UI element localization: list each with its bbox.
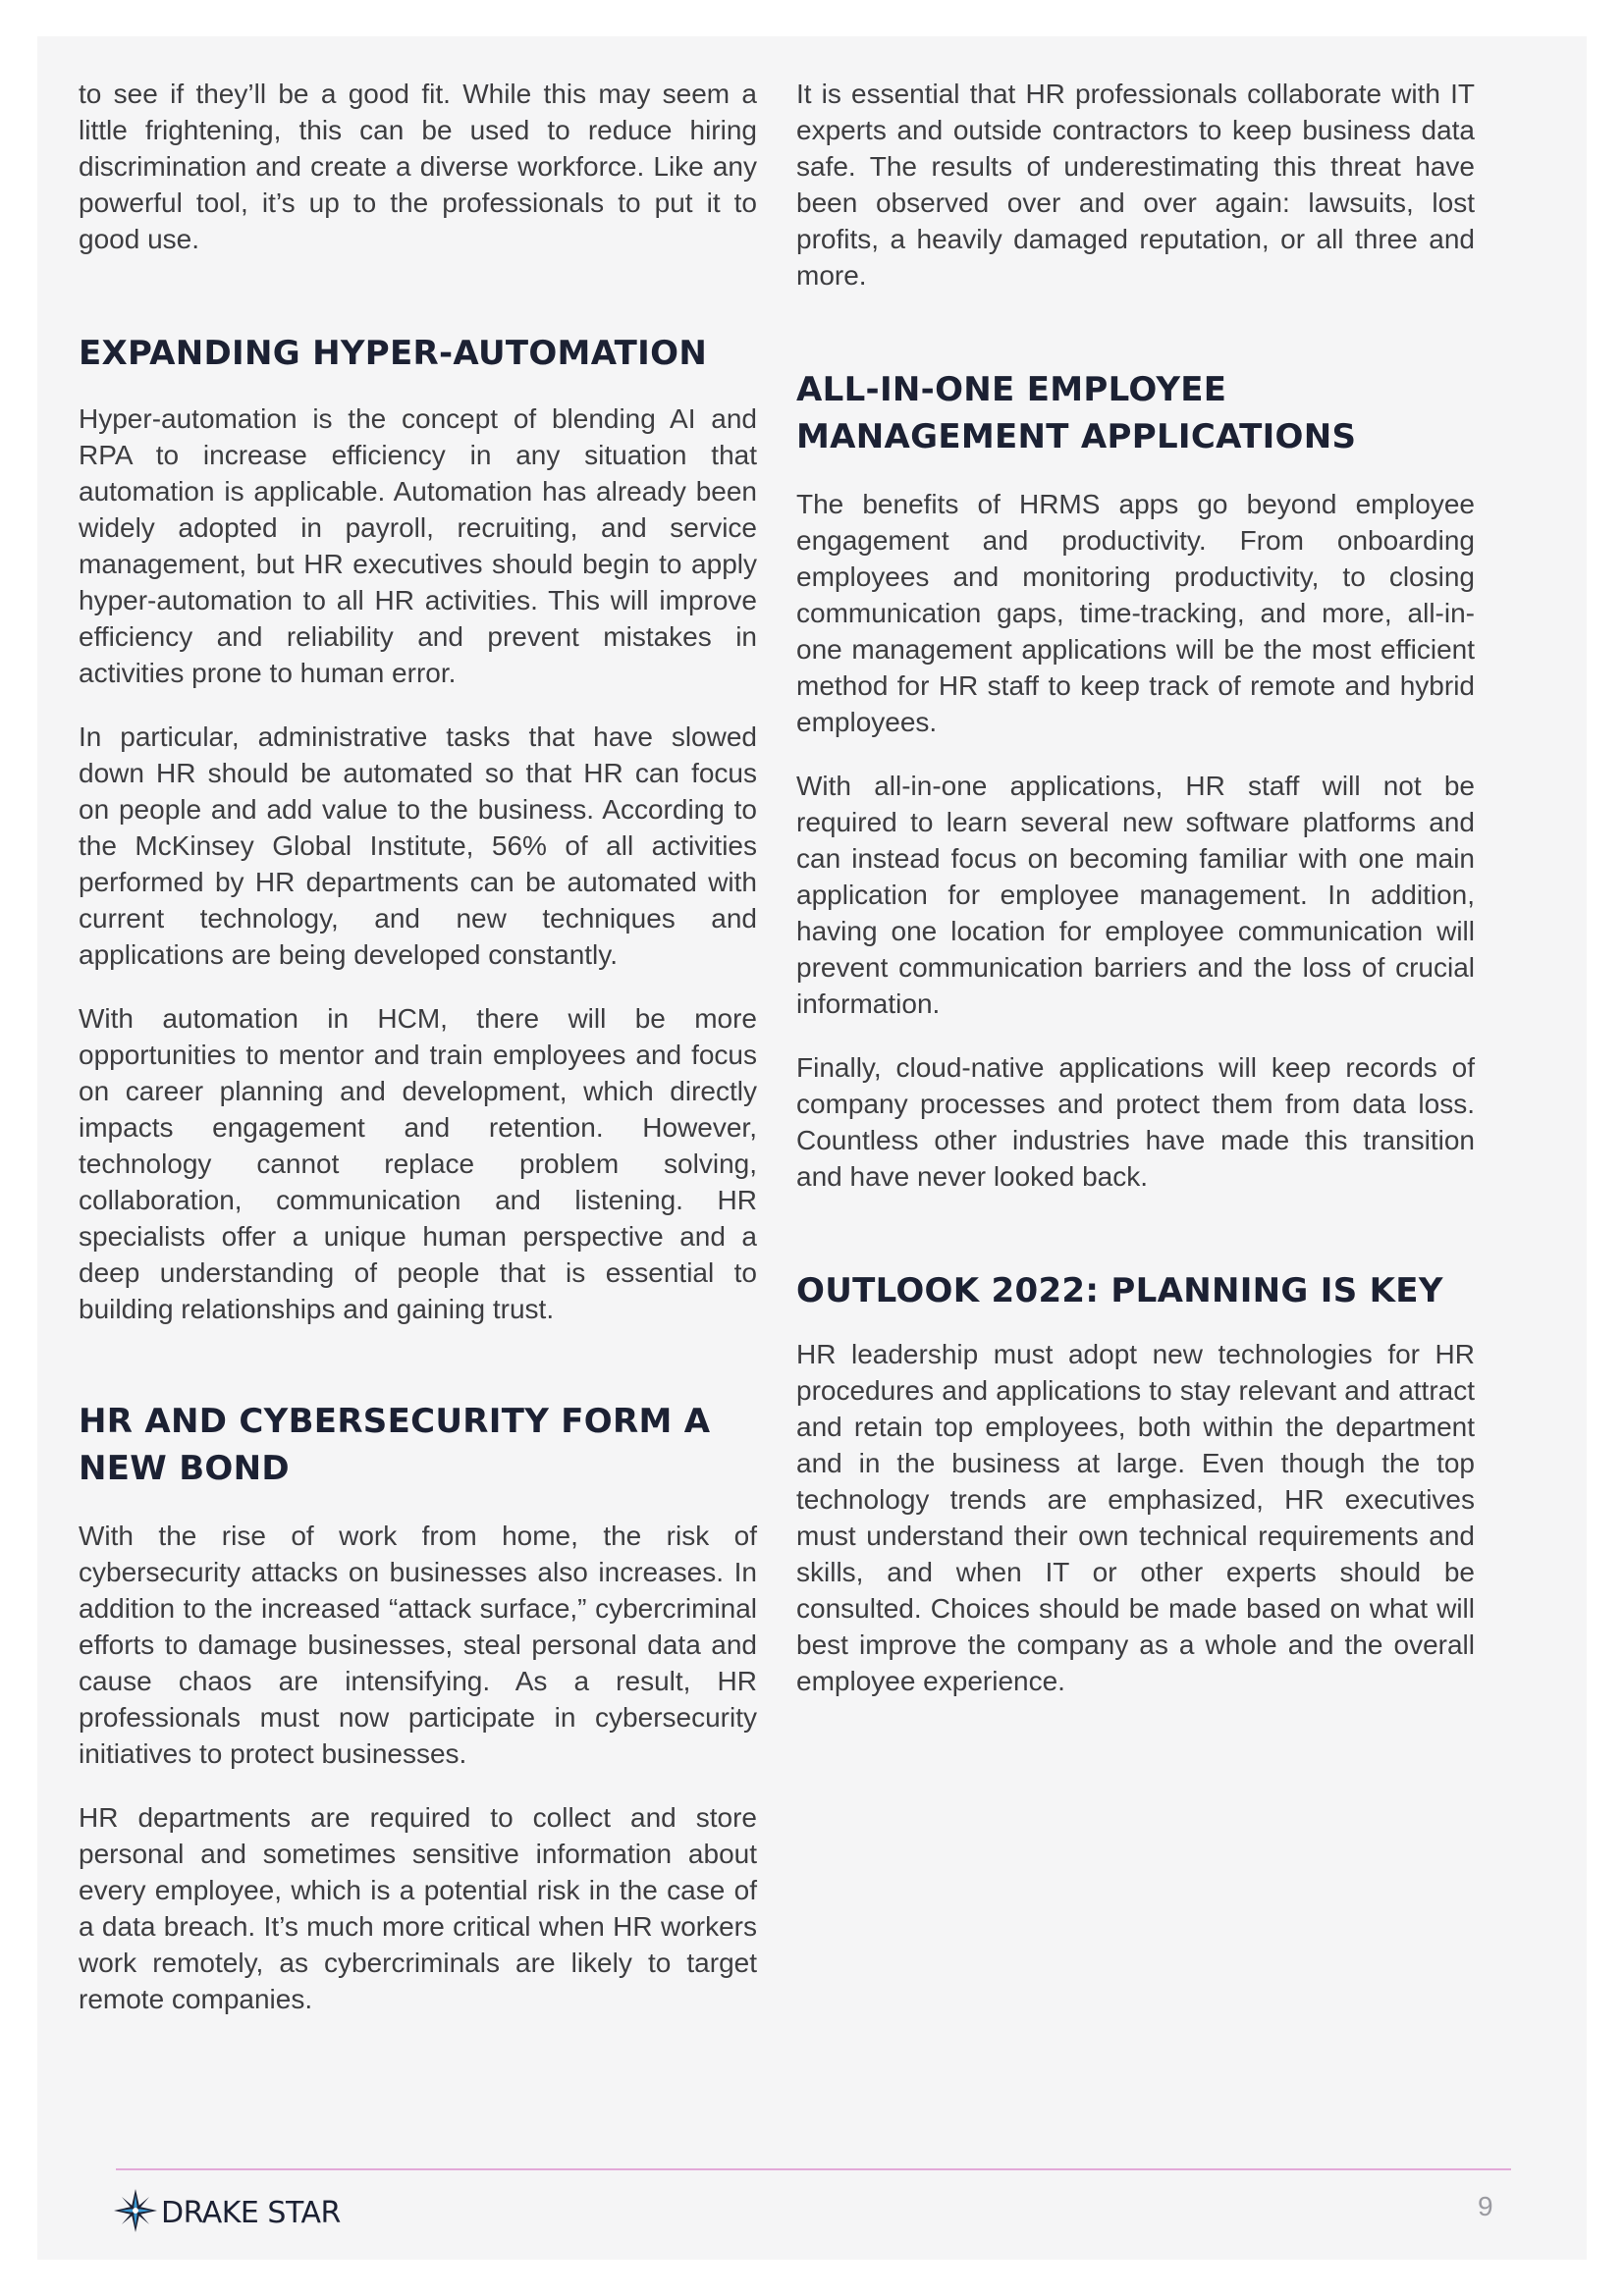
footer-divider — [116, 2168, 1511, 2170]
paragraph-outlook: HR leadership must adopt new technologies for HR procedures and applications to stay relevant and attract and retain top employees, both within the department and in the business at large. Even though the top technology trends are emphasized, HR executives must understand their own technical requirements and skills, and when IT or other experts should be consulted. Choices should be made based on what will best improve the company as a whole and the overall employee experience. — [796, 1339, 1475, 1696]
paragraph-apps-3: Finally, cloud-native applications will keep records of company processes and protect them from data loss. Countless other industries have made this transition and have never looked back. — [796, 1052, 1475, 1192]
heading-all-in-one-apps — [796, 366, 1475, 460]
paragraph-cyber-3: It is essential that HR professionals collaborate with IT experts and outside contractors to keep business data safe. The results of underestimating this threat have been observed over and over again: lawsuits, lost profits, a heavily damaged reputation, or all three and more. — [796, 79, 1475, 291]
heading-cybersecurity — [79, 1398, 757, 1492]
heading-hyper-automation: EXPANDING HYPER-AUTOMATION — [79, 334, 708, 373]
left-column — [79, 76, 757, 2045]
paragraph-hyper-1: Hyper-automation is the concept of blending AI and RPA to increase efficiency in any situation that automation is applicable. Automation has already been widely adopted in payroll, recruiting, and service management, but HR executives should begin to apply hyper-automation to all HR activities. This will improve efficiency and reliability and prevent mistakes in activities prone to human error. — [79, 403, 757, 688]
right-column — [796, 76, 1475, 1727]
paragraph-intro: to see if they’ll be a good fit. While this may seem a little frightening, this can be used to reduce hiring discrimination and create a diverse workforce. Like any powerful tool, it’s up to the professionals to put it to good use. — [79, 79, 757, 254]
heading-cybersecurity-line1: HR AND CYBERSECURITY FORM A — [79, 1402, 711, 1441]
paragraph-hyper-2: In particular, administrative tasks that have slowed down HR should be automated so that HR can focus on people and add value to the business. According to the McKinsey Global Institute, 56% of all activities performed by HR departments can be automated with current technology, and new techniques and applications are being developed constantly. — [79, 721, 757, 970]
heading-cybersecurity-line2: NEW BOND — [79, 1449, 290, 1488]
paragraph-cyber-1: With the rise of work from home, the risk of cybersecurity attacks on businesses also increases. In addition to the increased “attack surface,” cybercriminal efforts to damage businesses, steal personal data and cause chaos are intensifying. As a result, HR professionals must now participate in cybersecurity initiatives to protect businesses. — [79, 1521, 757, 1769]
drake-star-logo — [112, 2187, 341, 2239]
paragraph-apps-1: The benefits of HRMS apps go beyond employee engagement and productivity. From onboarding employees and monitoring productivity, to closing communication gaps, time-tracking, and more, all-in-one management applications will be the most efficient method for HR staff to keep track of remote and hybrid employees. — [796, 489, 1475, 737]
paragraph-apps-2: With all-in-one applications, HR staff will not be required to learn several new software platforms and can instead focus on becoming familiar with one main application for employee management. In addition, having one location for employee communication will prevent communication barriers and the loss of crucial information. — [796, 771, 1475, 1019]
heading-outlook-2022: OUTLOOK 2022: PLANNING IS KEY — [796, 1271, 1443, 1310]
logo-text: DRAKE STAR — [161, 2196, 341, 2230]
page-number: 9 — [1478, 2191, 1493, 2221]
paragraph-hyper-3: With automation in HCM, there will be more opportunities to mentor and train employees and focus on career planning and development, which directly impacts engagement and retention. However, technology cannot replace problem solving, collaboration, communication and listening. HR specialists offer a unique human perspective and a deep understanding of people that is essential to building relationships and gaining trust. — [79, 1003, 757, 1324]
star-compass-icon — [112, 2187, 159, 2239]
paragraph-cyber-2: HR departments are required to collect and store personal and sometimes sensitive information about every employee, which is a potential risk in the case of a data breach. It’s much more critical when HR workers work remotely, as cybercriminals are likely to target remote companies. — [79, 1802, 757, 2014]
heading-apps-line1: ALL-IN-ONE EMPLOYEE — [796, 370, 1227, 409]
heading-apps-line2: MANAGEMENT APPLICATIONS — [796, 417, 1357, 456]
